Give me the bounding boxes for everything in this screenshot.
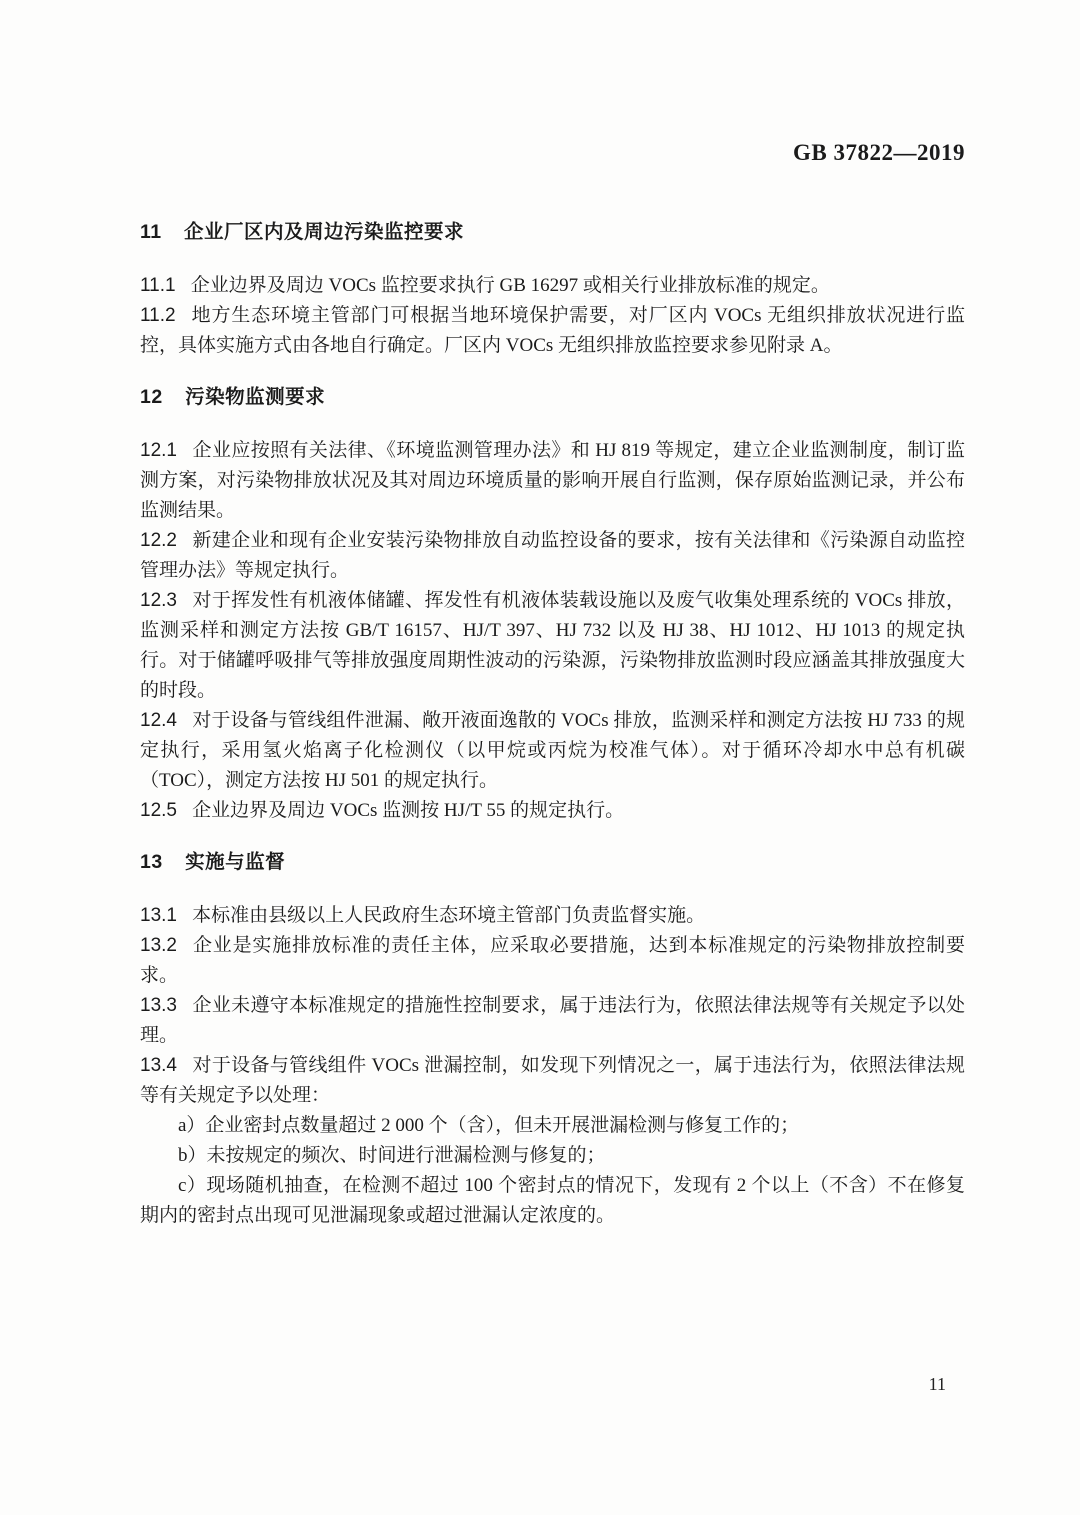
section-12-title: 污染物监测要求 — [185, 386, 326, 408]
clause-12-3-number: 12.3 — [140, 590, 177, 611]
clause-13-4-item-c: c）现场随机抽查，在检测不超过 100 个密封点的情况下，发现有 2 个以上（不含）不在修复期内的密封点出现可见泄漏现象或超过泄漏认定浓度的。 — [140, 1175, 965, 1226]
clause-13-1 — [140, 901, 965, 931]
clause-12-5-number: 12.5 — [140, 800, 177, 821]
section-12-heading — [140, 381, 965, 409]
clause-11-1-text: 企业边界及周边 VOCs 监控要求执行 GB 16297 或相关行业排放标准的规定。 — [190, 275, 830, 296]
clause-13-1-text: 本标准由县级以上人民政府生态环境主管部门负责监督实施。 — [192, 905, 706, 926]
standard-number: GB 37822—2019 — [793, 140, 965, 165]
section-13-number: 13 — [140, 851, 163, 873]
section-13-title: 实施与监督 — [185, 851, 286, 873]
section-13-heading — [140, 846, 965, 874]
clause-12-1-number: 12.1 — [140, 440, 177, 461]
section-12-number: 12 — [140, 386, 163, 408]
clause-12-4 — [140, 706, 965, 796]
clause-12-2-text: 新建企业和现有企业安装污染物排放自动监控设备的要求，按有关法律和《污染源自动监控管理办法》等规定执行。 — [140, 530, 965, 581]
clause-11-1-number: 11.1 — [140, 275, 176, 296]
page-number: 11 — [928, 1374, 946, 1394]
clause-13-4-item-a: a）企业密封点数量超过 2 000 个（含），但未开展泄漏检测与修复工作的； — [178, 1115, 800, 1136]
clause-12-5 — [140, 796, 965, 826]
section-11-heading — [140, 216, 965, 244]
clause-13-4 — [140, 1051, 965, 1111]
clause-13-4-number: 13.4 — [140, 1055, 177, 1076]
clause-11-1 — [140, 271, 965, 301]
clause-13-3 — [140, 991, 965, 1051]
clause-13-4-item-b: b）未按规定的频次、时间进行泄漏检测与修复的； — [178, 1145, 606, 1166]
clause-13-2-number: 13.2 — [140, 935, 177, 956]
clause-12-4-number: 12.4 — [140, 710, 177, 731]
clause-13-3-text: 企业未遵守本标准规定的措施性控制要求，属于违法行为，依照法律法规等有关规定予以处理。 — [140, 995, 965, 1046]
clause-11-2 — [140, 301, 965, 361]
clause-12-1-text: 企业应按照有关法律、《环境监测管理办法》和 HJ 819 等规定，建立企业监测制度，制订监测方案，对污染物排放状况及其对周边环境质量的影响开展自行监测，保存原始监测记录，并公布监测结果。 — [140, 440, 965, 521]
clause-13-2 — [140, 931, 965, 991]
clause-11-2-text: 地方生态环境主管部门可根据当地环境保护需要，对厂区内 VOCs 无组织排放状况进行监控，具体实施方式由各地自行确定。厂区内 VOCs 无组织排放监控要求参见附录 A。 — [140, 305, 965, 356]
clause-12-3 — [140, 586, 965, 706]
clause-12-4-text: 对于设备与管线组件泄漏、敞开液面逸散的 VOCs 排放，监测采样和测定方法按 HJ 733 的规定执行，采用氢火焰离子化检测仪（以甲烷或丙烷为校准气体）。对于循环冷却水中总有机碳（TOC），测定方法按 HJ 501 的规定执行。 — [140, 710, 965, 791]
clause-12-2-number: 12.2 — [140, 530, 177, 551]
clause-12-1 — [140, 436, 965, 526]
clause-12-2 — [140, 526, 965, 586]
clause-11-2-number: 11.2 — [140, 305, 176, 326]
clause-13-2-text: 企业是实施排放标准的责任主体，应采取必要措施，达到本标准规定的污染物排放控制要求。 — [140, 935, 965, 986]
clause-13-4-text: 对于设备与管线组件 VOCs 泄漏控制，如发现下列情况之一，属于违法行为，依照法律法规等有关规定予以处理： — [140, 1055, 965, 1106]
clause-12-3-text: 对于挥发性有机液体储罐、挥发性有机液体装载设施以及废气收集处理系统的 VOCs 排放，监测采样和测定方法按 GB/T 16157、HJ/T 397、HJ 732 以及 HJ 38、HJ 1012、HJ 1013 的规定执行。对于储罐呼吸排气等排放强度周期性波动的污染源，污染物排放监测时段应涵盖其排放强度大的时段。 — [140, 590, 965, 701]
clause-13-1-number: 13.1 — [140, 905, 177, 926]
section-11-number: 11 — [140, 221, 162, 243]
clause-12-5-text: 企业边界及周边 VOCs 监测按 HJ/T 55 的规定执行。 — [192, 800, 625, 821]
clause-13-3-number: 13.3 — [140, 995, 177, 1016]
section-11-title: 企业厂区内及周边污染监控要求 — [184, 221, 465, 243]
